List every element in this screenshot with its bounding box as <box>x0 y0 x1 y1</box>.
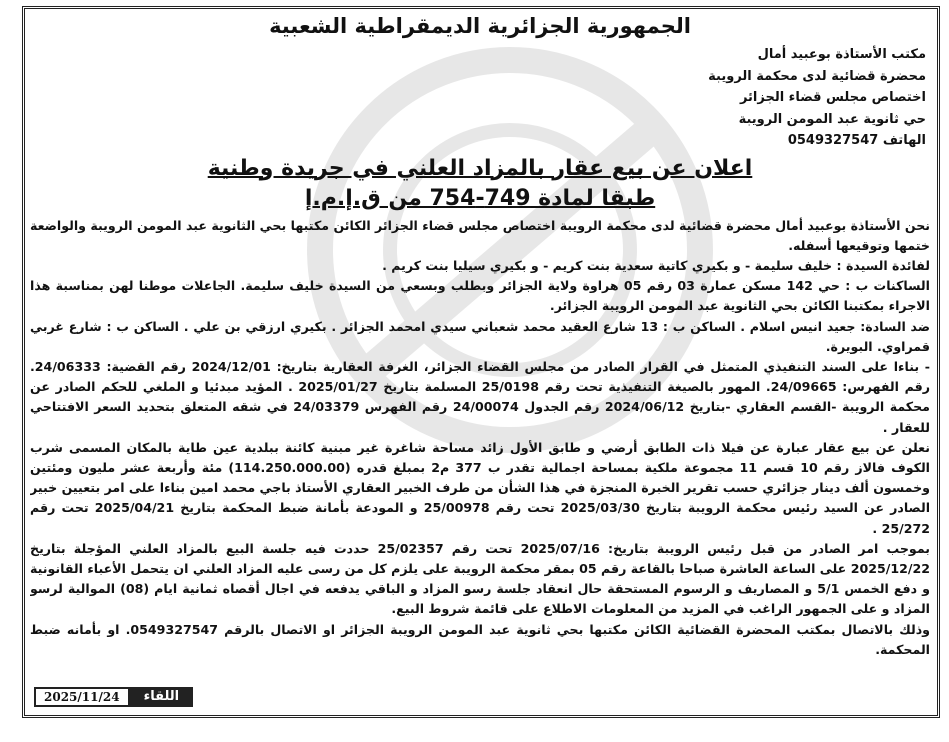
announcement-content <box>30 10 930 710</box>
office-address: حي ثانوية عبد المومن الرويبة <box>738 111 926 127</box>
title-line-2: طبقا لمادة 749-754 من ق.إ.م.إ <box>304 185 656 211</box>
office-phone-line <box>30 130 926 152</box>
announcement-body <box>30 216 930 660</box>
office-jurisdiction: اختصاص مجلس قضاء الجزائر <box>739 90 926 105</box>
paragraph-property: نعلن عن بيع عقار عبارة عن فيلا ذات الطابق أرضي و طابق الأول زائد مساحة شاغرة غير مبنية كائنة ببلدية عين طاية بالمكان المسمى شرب الكوف فالاز رقم 10 قسم 11 مجموعة ملكية بمساحة اجمالية تقدر ب 377 م2 بمبلغ قدره (114.250.000.00) مئة وأربعة عشر مليون ومئتين وخمسون ألف دينار جزائري حسب تقرير الخبرة المنجزة في هذا الشأن من طرف الخبير العقاري الأستاذ باجي محمد امين بناءا على امر بتعيين خبير الصادر عن السيد رئيس محكمة الرويبة بتاريخ 2025/03/30 تحت رقم 25/00978 و المودعة بأمانة ضبط المحكمة بتاريخ 2025/04/21 تحت رقم 25/272 . <box>30 439 930 536</box>
paragraph-residence: الساكنات ب : حي 142 مسكن عمارة 03 رقم 05 هراوة ولاية الجزائر وبطلب وبسعي من السيدة خليف سليمة. الجاعلات موطنا لهن بمناسبة هذا الاجراء بمكتبنا الكائن بحي الثانوية عبد المومن الرويبة الجزائر. <box>30 278 930 314</box>
office-court: محضرة قضائية لدى محكمة الرويبة <box>708 68 926 84</box>
title-line-1: اعلان عن بيع عقار بالمزاد العلني في جريدة وطنية <box>207 155 753 181</box>
paragraph-beneficiaries: لفائدة السيدة : خليف سليمة - و بكيري كاتية سعدية بنت كريم - و بكيري سيليا بنت كريم . <box>382 257 930 273</box>
paragraph-defendants: ضد السادة: جعيد انيس اسلام . الساكن ب : 13 شارع العقيد محمد شعباني سيدي امحمد الجزائر . بكيري ارزقي بن علي . الساكن ب : شارع غربي قمراوي. البويرة. <box>30 318 930 354</box>
bailiff-office-block <box>30 44 930 152</box>
publication-date: 2025/11/24 <box>34 687 130 707</box>
newspaper-tag: اللقاء <box>130 687 194 707</box>
paragraph-auction-date: بموجب امر الصادر من قبل رئيس الرويبة بتاريخ: 2025/07/16 تحت رقم 25/02357 حددت فيه جلسة البيع بالمزاد العلني المؤجلة بتاريخ 2025/12/22 على الساعة العاشرة صباحا بالقاعة رقم 05 بمقر محكمة الرويبة على يلزم كل من رسى عليه المزاد العلني ان يتحمل الأعباء القانونية و دفع الخمس 5/1 و المصاريف و الرسوم المستحقة حال انعقاد جلسة رسو المزاد و الباقي يدفعه في اجال أقصاه ثمانية ايام (08) الموالية لرسو المزاد و على الجمهور الراغب في المزيد من المعلومات الاطلاع على قائمة شروط البيع. <box>30 540 930 617</box>
phone-number: 0549327547 <box>787 133 879 148</box>
announcement-title <box>30 154 930 214</box>
paragraph-intro: نحن الأستاذة بوعبيد أمال محضرة قضائية لدى محكمة الرويبة اختصاص مجلس قضاء الجزائر الكائن مكتبها بحي الثانوية عبد المومن الرويبة والواضعة ختمها وتوقيعها أسفله. <box>30 217 930 253</box>
phone-label: الهاتف <box>882 133 926 148</box>
republic-heading: الجمهورية الجزائرية الديمقراطية الشعبية <box>269 14 691 38</box>
paragraph-contact: وذلك بالاتصال بمكتب المحضرة القضائية الكائن مكتبها بحي ثانوية عبد المومن الرويبة الجزائر او الاتصال بالرقم 0549327547. او بأمانه ضبط المحكمة. <box>30 621 930 657</box>
office-name: مكتب الأستاذة بوعبيد أمال <box>757 47 926 62</box>
paragraph-legal-basis: - بناءا على السند التنفيذي المتمثل في القرار الصادر من مجلس القضاء الجزائر، الغرفة العقارية بتاريخ: 2024/12/01 رقم القضية: 24/06333. رقم الفهرس: 24/09665. المهور بالصيغة التنفيذية تحت رقم 25/0198 المسلمة بتاريخ 2025/01/27 . المؤيد مبدئيا و الملغي للحكم الصادر عن محكمة الرويبة -القسم العقاري -بتاريخ 2024/06/12 رقم الجدول 24/00074 رقم الفهرس 24/03379 في شقه المتعلق بتحديد السعر الافتتاحي للعقار . <box>30 358 930 435</box>
footer-bar <box>34 687 197 707</box>
